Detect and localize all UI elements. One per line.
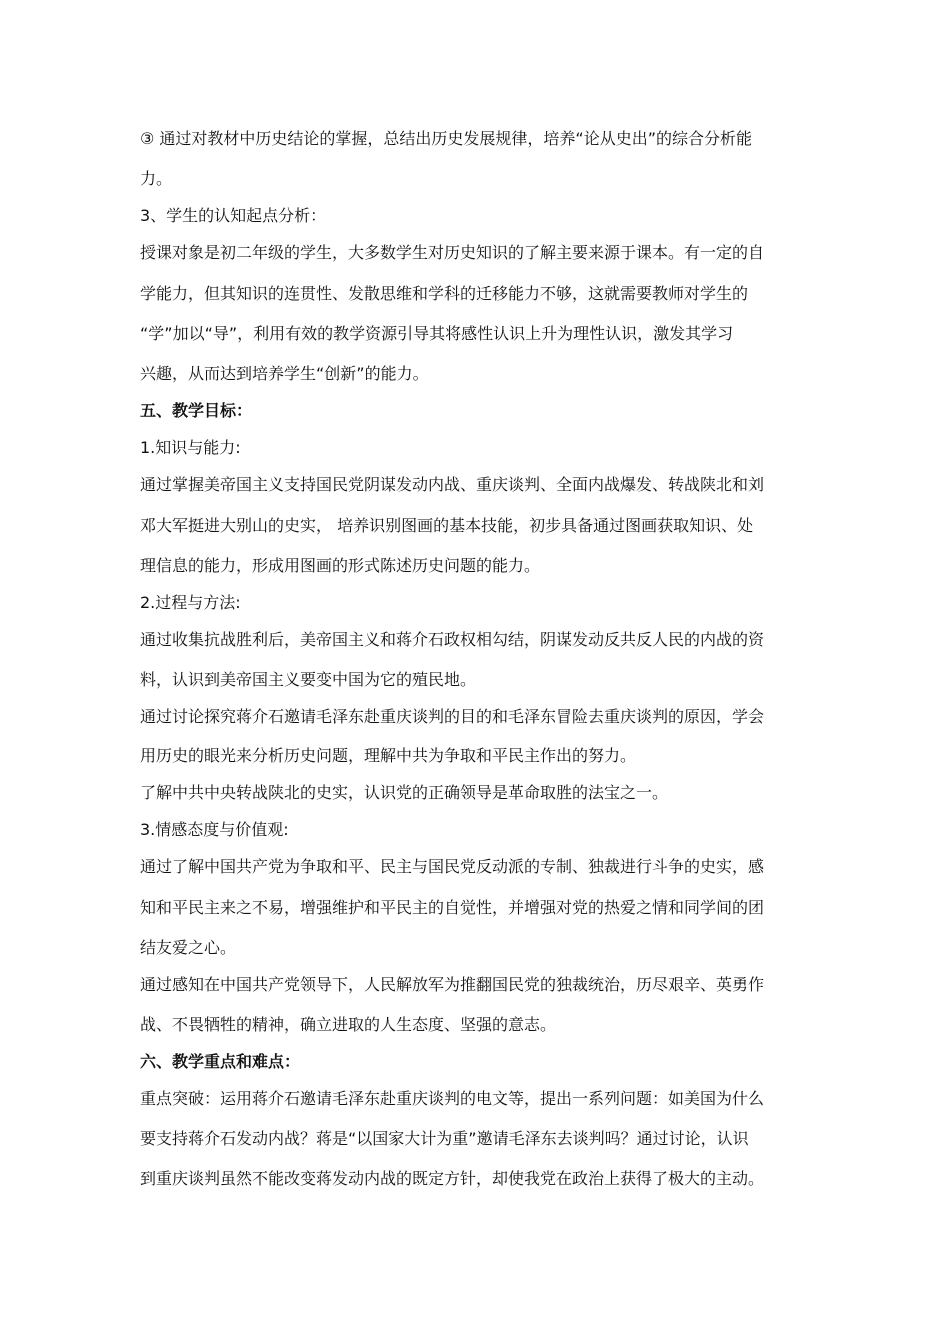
- paragraph-line: 结友爱之心。: [140, 938, 237, 957]
- paragraph-line: 通过讨论探究蒋介石邀请毛泽东赴重庆谈判的目的和毛泽东冒险去重庆谈判的原因，学会: [140, 707, 765, 726]
- section-subheading: 3、学生的认知起点分析：: [140, 206, 327, 225]
- paragraph-line: 兴趣，从而达到培养学生“创新”的能力。: [140, 364, 429, 383]
- paragraph-line: 授课对象是初二年级的学生，大多数学生对历史知识的了解主要来源于课本。有一定的自: [140, 243, 765, 262]
- paragraph-line: 通过掌握美帝国主义支持国民党阴谋发动内战、重庆谈判、全面内战爆发、转战陕北和刘: [140, 475, 765, 494]
- paragraph-line: 理信息的能力，形成用图画的形式陈述历史问题的能力。: [140, 556, 541, 575]
- paragraph-line: “学”加以“导”，利用有效的教学资源引导其将感性认识上升为理性认识，激发其学习: [140, 324, 734, 343]
- paragraph-line: 重点突破：运用蒋介石邀请毛泽东赴重庆谈判的电文等，提出一系列问题：如美国为什么: [140, 1089, 765, 1108]
- paragraph-line: 战、不畏牺牲的精神，确立进取的人生态度、坚强的意志。: [140, 1015, 557, 1034]
- paragraph-line: 通过感知在中国共产党领导下，人民解放军为推翻国民党的独裁统治，历尽艰辛、英勇作: [140, 975, 765, 994]
- subheading-process: 2.过程与方法:: [140, 593, 241, 612]
- paragraph-line: 力。: [140, 169, 173, 188]
- paragraph-line: 知和平民主来之不易，增强维护和平民主的自觉性，并增强对党的热爱之情和同学间的团: [140, 898, 765, 917]
- section-heading-teaching-goals: 五、教学目标：: [140, 401, 253, 420]
- subheading-knowledge: 1.知识与能力:: [140, 438, 241, 457]
- paragraph-line: 学能力，但其知识的连贯性、发散思维和学科的迁移能力不够，这就需要教师对学生的: [140, 284, 749, 303]
- subheading-attitude: 3.情感态度与价值观:: [140, 820, 289, 839]
- paragraph-line: 通过了解中国共产党为争取和平、民主与国民党反动派的专制、独裁进行斗争的史实，感: [140, 857, 765, 876]
- paragraph-line: 用历史的眼光来分析历史问题，理解中共为争取和平民主作出的努力。: [140, 746, 637, 765]
- paragraph-line: 要支持蒋介石发动内战？蒋是“以国家大计为重”邀请毛泽东去谈判吗？通过讨论，认识: [140, 1129, 749, 1148]
- paragraph-line: 到重庆谈判虽然不能改变蒋发动内战的既定方针，却使我党在政治上获得了极大的主动。: [140, 1169, 765, 1188]
- section-heading-key-points: 六、教学重点和难点：: [140, 1052, 301, 1071]
- paragraph-line: 料，认识到美帝国主义要变中国为它的殖民地。: [140, 670, 477, 689]
- paragraph-line: 了解中共中央转战陕北的史实，认识党的正确领导是革命取胜的法宝之一。: [140, 783, 669, 802]
- paragraph-line: 通过收集抗战胜利后，美帝国主义和蒋介石政权相勾结，阴谋发动反共反人民的内战的资: [140, 630, 765, 649]
- paragraph-line: 邓大军挺进大别山的史实， 培养识别图画的基本技能，初步具备通过图画获取知识、处: [140, 516, 754, 535]
- paragraph-line: ③ 通过对教材中历史结论的掌握，总结出历史发展规律，培养“论从史出”的综合分析能: [140, 129, 753, 148]
